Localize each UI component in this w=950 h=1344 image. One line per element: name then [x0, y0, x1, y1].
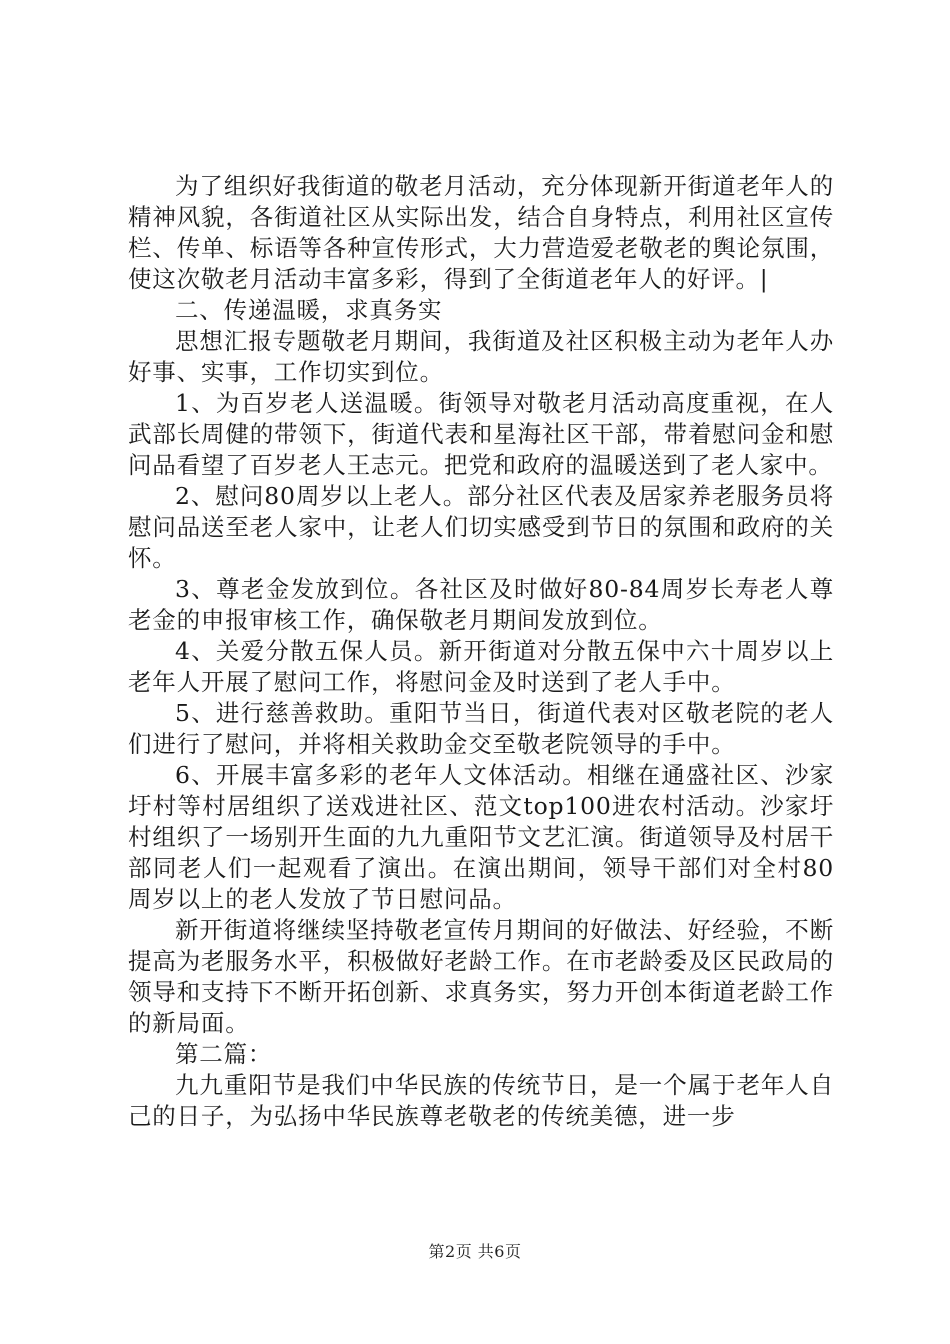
- list-item: 4、关爱分散五保人员。新开街道对分散五保中六十周岁以上老年人开展了慰问工作，将慰问金及时送到了老人手中。: [128, 637, 834, 696]
- paragraph-conclusion: 新开街道将继续坚持敬老宣传月期间的好做法、好经验，不断提高为老服务水平，积极做好老龄工作。在市老龄委及区民政局的领导和支持下不断开拓创新、求真务实，努力开创本街道老龄工作的新局面。: [128, 916, 834, 1037]
- paragraph-summary: 思想汇报专题敬老月期间，我街道及社区积极主动为老年人办好事、实事，工作切实到位。: [128, 327, 834, 386]
- list-item: 6、开展丰富多彩的老年人文体活动。相继在通盛社区、沙家圩村等村居组织了送戏进社区、范文top100进农村活动。沙家圩村组织了一场别开生面的九九重阳节文艺汇演。街道领导及村居干部同老人们一起观看了演出。在演出期间，领导干部们对全村80周岁以上的老人发放了节日慰问品。: [128, 761, 834, 913]
- list-item: 1、为百岁老人送温暖。街领导对敬老月活动高度重视，在人武部长周健的带领下，街道代表和星海社区干部，带着慰问金和慰问品看望了百岁老人王志元。把党和政府的温暖送到了老人家中。: [128, 389, 834, 479]
- list-item: 3、尊老金发放到位。各社区及时做好80-84周岁长寿老人尊老金的申报审核工作，确保敬老月期间发放到位。: [128, 575, 834, 634]
- paragraph-intro: 为了组织好我街道的敬老月活动，充分体现新开街道老年人的精神风貌，各街道社区从实际出发，结合自身特点，利用社区宣传栏、传单、标语等各种宣传形式，大力营造爱老敬老的舆论氛围，使这次敬老月活动丰富多彩，得到了全街道老年人的好评。|: [128, 172, 834, 293]
- part-heading: 第二篇：: [175, 1040, 273, 1068]
- paragraph-part-two: 九九重阳节是我们中华民族的传统节日，是一个属于老年人自己的日子，为弘扬中华民族尊老敬老的传统美德，进一步: [128, 1071, 834, 1130]
- section-heading: 二、传递温暖，求真务实: [175, 296, 443, 324]
- list-item: 5、进行慈善救助。重阳节当日，街道代表对区敬老院的老人们进行了慰问，并将相关救助金交至敬老院领导的手中。: [128, 699, 834, 758]
- document-body: [128, 171, 834, 1132]
- list-item: 2、慰问80周岁以上老人。部分社区代表及居家养老服务员将慰问品送至老人家中，让老人们切实感受到节日的氛围和政府的关怀。: [128, 482, 834, 572]
- page-footer: 第2页 共6页: [428, 1242, 522, 1261]
